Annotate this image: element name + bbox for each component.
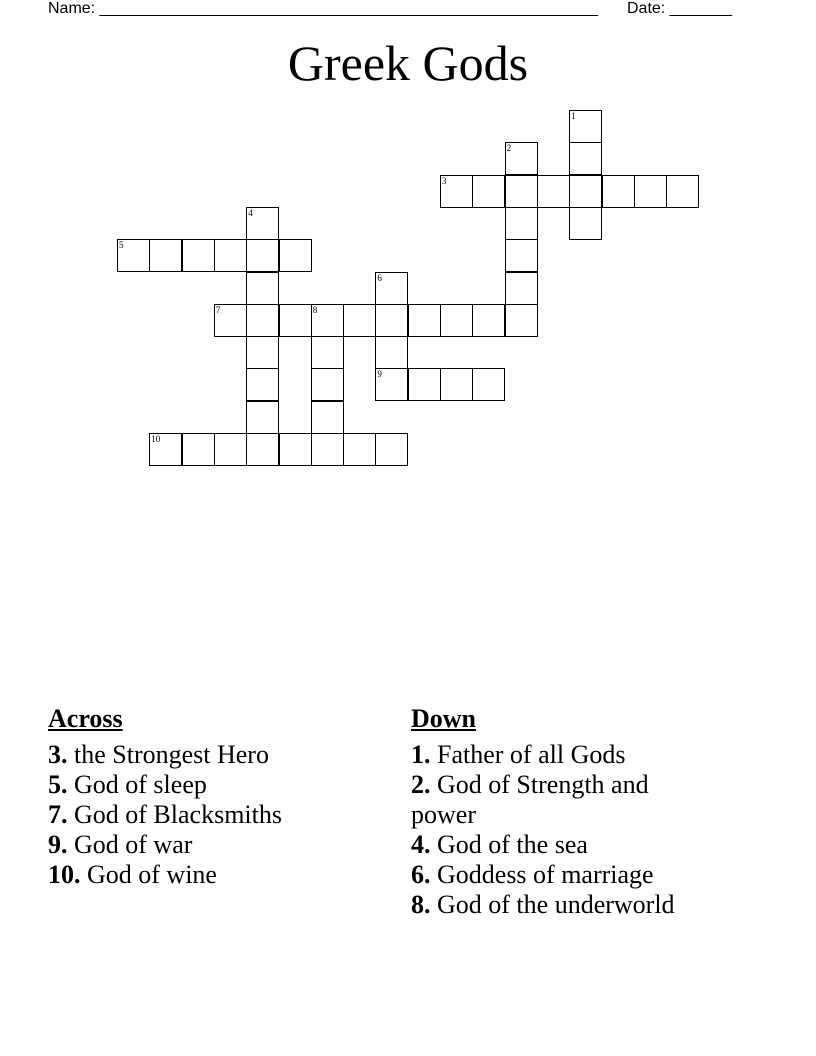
crossword-cell[interactable] xyxy=(117,239,150,272)
crossword-cell[interactable] xyxy=(569,110,602,143)
clue-text: God of the sea xyxy=(437,830,588,859)
clue-number: 1. xyxy=(411,740,431,769)
clue-number: 7. xyxy=(48,800,68,829)
crossword-cell[interactable] xyxy=(182,433,215,466)
crossword-cell[interactable] xyxy=(375,336,408,369)
crossword-cell[interactable] xyxy=(440,175,473,208)
clue-number-label: 3 xyxy=(442,175,447,186)
clue-text: Goddess of marriage xyxy=(437,860,654,889)
crossword-cell[interactable] xyxy=(214,239,247,272)
clue-number-label: 9 xyxy=(377,369,382,380)
name-field-label: Name: ________________________________________________________ xyxy=(48,0,598,17)
clue-number: 9. xyxy=(48,830,68,859)
crossword-cell[interactable] xyxy=(569,207,602,240)
clue-number: 8. xyxy=(411,890,431,919)
across-heading: Across xyxy=(48,704,123,733)
down-clue-1 xyxy=(411,740,731,770)
crossword-cell[interactable] xyxy=(505,142,538,175)
crossword-cell[interactable] xyxy=(279,304,312,337)
clue-number-label: 10 xyxy=(151,434,161,444)
crossword-cell[interactable] xyxy=(408,368,441,401)
crossword-cell[interactable] xyxy=(246,336,279,369)
crossword-cell[interactable] xyxy=(666,175,699,208)
clue-text: God of Strength and power xyxy=(411,770,649,829)
clue-number-label: 2 xyxy=(506,143,512,154)
across-clue-3 xyxy=(48,740,368,770)
clue-number-label: 6 xyxy=(377,272,382,283)
down-clue-2 xyxy=(411,770,696,830)
date-field-label: Date: _______ xyxy=(627,0,732,17)
page-title: Greek Gods xyxy=(287,35,529,91)
crossword-cell[interactable] xyxy=(375,433,408,466)
clue-number: 10. xyxy=(48,860,81,889)
crossword-cell[interactable] xyxy=(246,401,279,434)
crossword-cell[interactable] xyxy=(246,239,279,272)
crossword-cell[interactable] xyxy=(375,368,408,401)
clue-number-label: 5 xyxy=(119,240,124,251)
crossword-cell[interactable] xyxy=(472,304,505,337)
clue-text: God of the underworld xyxy=(437,890,675,919)
down-clue-6 xyxy=(411,860,731,890)
crossword-cell[interactable] xyxy=(246,368,279,401)
crossword-cell[interactable] xyxy=(602,175,635,208)
clue-text: God of war xyxy=(74,830,193,859)
crossword-cell[interactable] xyxy=(311,304,344,337)
crossword-cell[interactable] xyxy=(634,175,667,208)
down-clue-8 xyxy=(411,890,731,920)
crossword-cell[interactable] xyxy=(311,368,344,401)
crossword-cell[interactable] xyxy=(375,304,408,337)
crossword-grid xyxy=(0,0,816,470)
clue-number-label: 7 xyxy=(215,304,221,315)
clue-text: God of sleep xyxy=(74,770,207,799)
clue-text: God of wine xyxy=(87,860,217,889)
crossword-cell[interactable] xyxy=(311,401,344,434)
crossword-cell[interactable] xyxy=(440,368,473,401)
crossword-cell[interactable] xyxy=(408,304,441,337)
clue-number: 3. xyxy=(48,740,68,769)
clue-number-label: 4 xyxy=(248,207,253,218)
down-clue-4 xyxy=(411,830,731,860)
crossword-cell[interactable] xyxy=(149,239,182,272)
crossword-cell[interactable] xyxy=(505,207,538,240)
crossword-cell[interactable] xyxy=(505,304,538,337)
crossword-cell[interactable] xyxy=(182,239,215,272)
clue-number: 4. xyxy=(411,830,431,859)
crossword-cell[interactable] xyxy=(505,239,538,272)
crossword-cell[interactable] xyxy=(505,272,538,305)
crossword-cell[interactable] xyxy=(246,304,279,337)
crossword-cell[interactable] xyxy=(505,175,538,208)
crossword-cell[interactable] xyxy=(246,433,279,466)
clue-text: the Strongest Hero xyxy=(74,740,269,769)
across-clue-5 xyxy=(48,770,368,800)
clue-number: 5. xyxy=(48,770,68,799)
across-clue-10 xyxy=(48,860,368,890)
clue-number-label: 8 xyxy=(312,304,318,315)
crossword-cell[interactable] xyxy=(537,175,570,208)
crossword-cell[interactable] xyxy=(472,175,505,208)
crossword-cell[interactable] xyxy=(569,175,602,208)
crossword-cell[interactable] xyxy=(311,336,344,369)
across-clues xyxy=(48,704,368,890)
crossword-cell[interactable] xyxy=(311,433,344,466)
down-heading: Down xyxy=(411,704,477,733)
crossword-cell[interactable] xyxy=(472,368,505,401)
crossword-cell[interactable] xyxy=(343,304,376,337)
crossword-cell[interactable] xyxy=(375,272,408,305)
crossword-cell[interactable] xyxy=(214,304,247,337)
across-clue-7 xyxy=(48,800,368,830)
crossword-cell[interactable] xyxy=(569,142,602,175)
crossword-cell[interactable] xyxy=(279,433,312,466)
down-clues xyxy=(411,704,731,920)
crossword-cell[interactable] xyxy=(343,433,376,466)
crossword-cell[interactable] xyxy=(246,207,279,240)
clue-number: 6. xyxy=(411,860,431,889)
crossword-cell[interactable] xyxy=(214,433,247,466)
crossword-cell[interactable] xyxy=(246,272,279,305)
clue-text: Father of all Gods xyxy=(437,740,626,769)
clue-text: God of Blacksmiths xyxy=(74,800,282,829)
crossword-cell[interactable] xyxy=(279,239,312,272)
crossword-cell[interactable] xyxy=(149,433,182,466)
crossword-cell[interactable] xyxy=(440,304,473,337)
clue-number: 2. xyxy=(411,770,431,799)
clue-number-label: 1 xyxy=(571,111,576,121)
across-clue-9 xyxy=(48,830,368,860)
